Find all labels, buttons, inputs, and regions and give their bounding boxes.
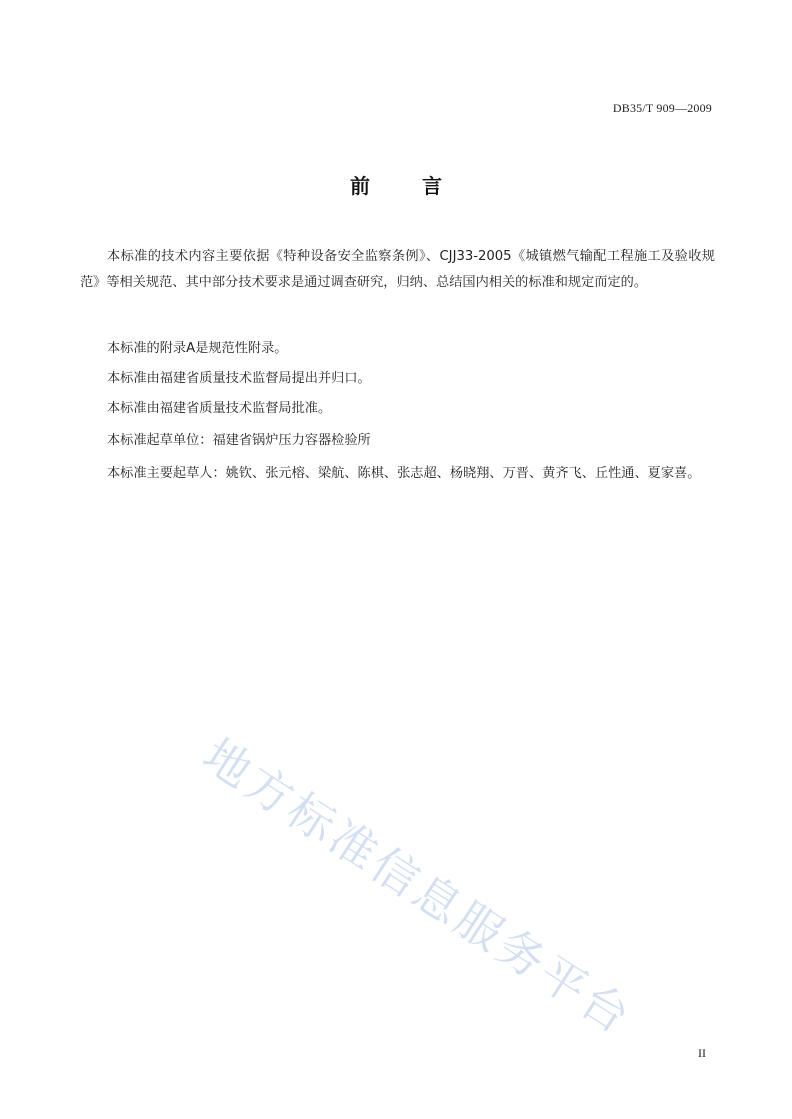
page-number: II [698, 1046, 706, 1060]
paragraph-technical-basis: 本标准的技术内容主要依据《特种设备安全监察条例》、CJJ33-2005《城镇燃气输配工程施工及验收规范》等相关规范、其中部分技术要求是通过调查研究，归纳、总结国内相关的标准和规定而定的。 [80, 249, 715, 290]
paragraph-appendix: 本标准的附录A是规范性附录。 [107, 341, 288, 356]
paragraph-drafters: 本标准主要起草人：姚钦、张元榕、梁航、陈棋、张志超、杨晓翔、万晋、黄齐飞、丘性通、夏家喜。 [107, 466, 701, 481]
paragraph-proposed-by: 本标准由福建省质量技术监督局提出并归口。 [107, 371, 371, 386]
document-code: DB35/T 909—2009 [612, 101, 712, 115]
page-title: 前言 [350, 174, 494, 198]
paragraph-approved-by: 本标准由福建省质量技术监督局批准。 [107, 401, 332, 416]
watermark: 地方标准信息服务平台 [193, 727, 643, 1046]
paragraph-drafting-unit: 本标准起草单位：福建省锅炉压力容器检验所 [107, 433, 371, 448]
